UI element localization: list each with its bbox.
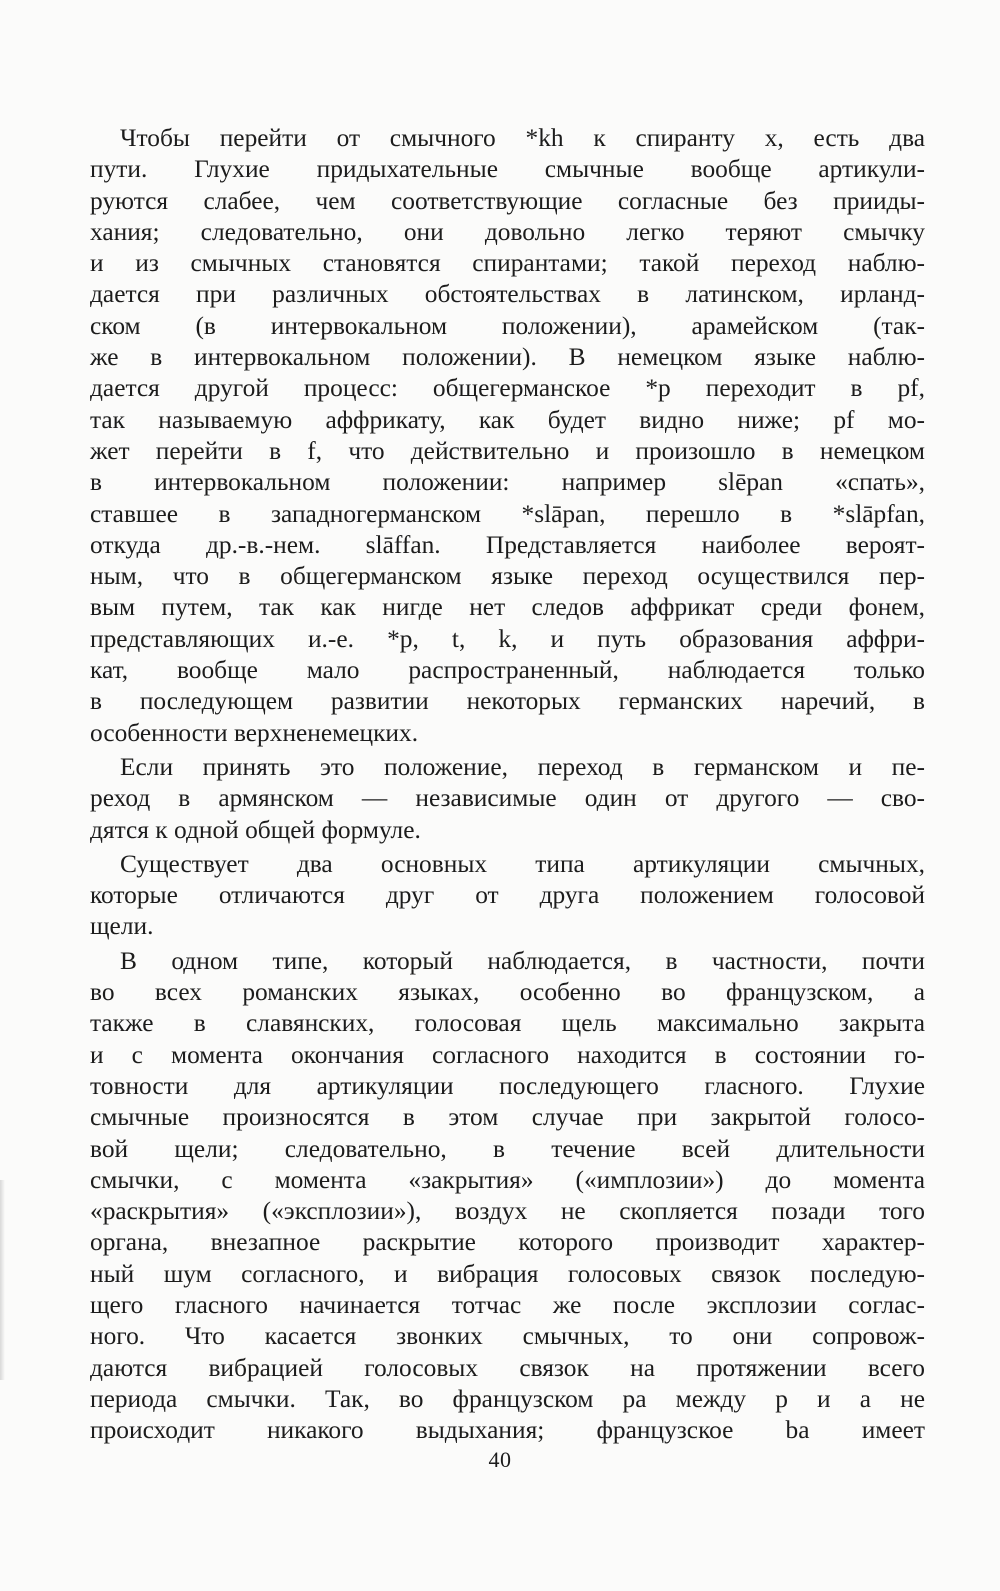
- text-line: органа, внезапное раскрытие которого производит характер-: [90, 1228, 925, 1257]
- text-line: происходит никакого выдыхания; французское ba имеет: [90, 1416, 925, 1445]
- scan-margin-shadow: [0, 1180, 5, 1380]
- text-line: товности для артикуляции последующего гласного. Глухие: [90, 1071, 925, 1100]
- text-line: Существует два основных типа артикуляции смычных,: [120, 849, 925, 878]
- text-line: ставшее в западногерманском *slāpan, перешло в *slāpfan,: [90, 499, 925, 528]
- text-line: даются вибрацией голосовых связок на протяжении всего: [90, 1353, 925, 1382]
- text-line: реход в армянском — независимые один от другого — сво-: [90, 784, 925, 813]
- text-line: «раскрытия» («эксплозии»), воздух не скопляется позади того: [90, 1197, 925, 1226]
- text-line: и из смычных становятся спирантами; такой переход наблю-: [90, 249, 925, 278]
- text-line: пути. Глухие придыхательные смычные вообще артикули-: [90, 155, 925, 184]
- text-line: Чтобы перейти от смычного *kh к спиранту х, есть два: [120, 124, 925, 152]
- paragraph-2: [90, 752, 925, 846]
- page-number: 40: [488, 1447, 512, 1472]
- text-line: щего гласного начинается тотчас же после эксплозии соглас-: [90, 1290, 925, 1319]
- text-line: так называемую аффрикату, как будет видно ниже; pf мо-: [90, 405, 925, 434]
- main-text: [90, 123, 925, 1446]
- text-line: же в интервокальном положении). В немецком языке наблю-: [90, 343, 925, 372]
- text-line: жет перейти в f, что действительно и произошло в немецком: [90, 436, 925, 465]
- text-line: руются слабее, чем соответствующие согласные без прииды-: [90, 186, 925, 215]
- text-line: представляющих и.-е. *p, t, k, и путь образования аффри-: [90, 624, 925, 653]
- text-line: дается при различных обстоятельствах в латинском, ирланд-: [90, 280, 925, 309]
- text-line: ным, что в общегерманском языке переход осуществился пер-: [90, 562, 925, 591]
- text-line: смычки, с момента «закрытия» («имплозии») до момента: [90, 1165, 925, 1194]
- text-line: ный шум согласного, и вибрация голосовых связок последую-: [90, 1259, 925, 1288]
- text-line: вым путем, так как нигде нет следов аффрикат среди фонем,: [90, 593, 925, 622]
- text-line: во всех романских языках, особенно во французском, а: [90, 978, 925, 1007]
- paragraph-4: [90, 946, 925, 1447]
- text-line: дятся к одной общей формуле.: [90, 815, 421, 844]
- text-line: кат, вообще мало распространенный, наблюдается только: [90, 656, 925, 685]
- text-line: ного. Что касается звонких смычных, то они сопровож-: [90, 1322, 925, 1351]
- text-line: щели.: [90, 912, 154, 941]
- text-line: смычные произносятся в этом случае при закрытой голосо-: [90, 1103, 925, 1132]
- text-line: В одном типе, который наблюдается, в частности, почти: [120, 946, 925, 975]
- text-line: Если принять это положение, переход в германском и пе-: [120, 752, 925, 781]
- text-line: ском (в интервокальном положении), арамейском (так-: [90, 311, 925, 340]
- text-line: хания; следовательно, они довольно легко теряют смычку: [90, 217, 925, 246]
- text-line: которые отличаются друг от друга положением голосовой: [90, 881, 925, 910]
- text-line: также в славянских, голосовая щель максимально закрыта: [90, 1009, 925, 1038]
- text-line: периода смычки. Так, во французском pa между p и a не: [90, 1384, 925, 1413]
- text-line: дается другой процесс: общегерманское *p переходит в pf,: [90, 374, 925, 403]
- text-line: и с момента окончания согласного находится в состоянии го-: [90, 1040, 925, 1069]
- paragraph-3: [90, 849, 925, 943]
- paragraph-1: [90, 123, 925, 749]
- text-line: особенности верхненемецких.: [90, 718, 419, 747]
- text-line: в последующем развитии некоторых германских наречий, в: [90, 687, 925, 716]
- text-line: в интервокальном положении: например slēpan «спать»,: [90, 468, 925, 497]
- text-line: вой щели; следовательно, в течение всей длительности: [90, 1134, 925, 1163]
- text-line: откуда др.-в.-нем. slāffan. Представляется наиболее вероят-: [90, 530, 925, 559]
